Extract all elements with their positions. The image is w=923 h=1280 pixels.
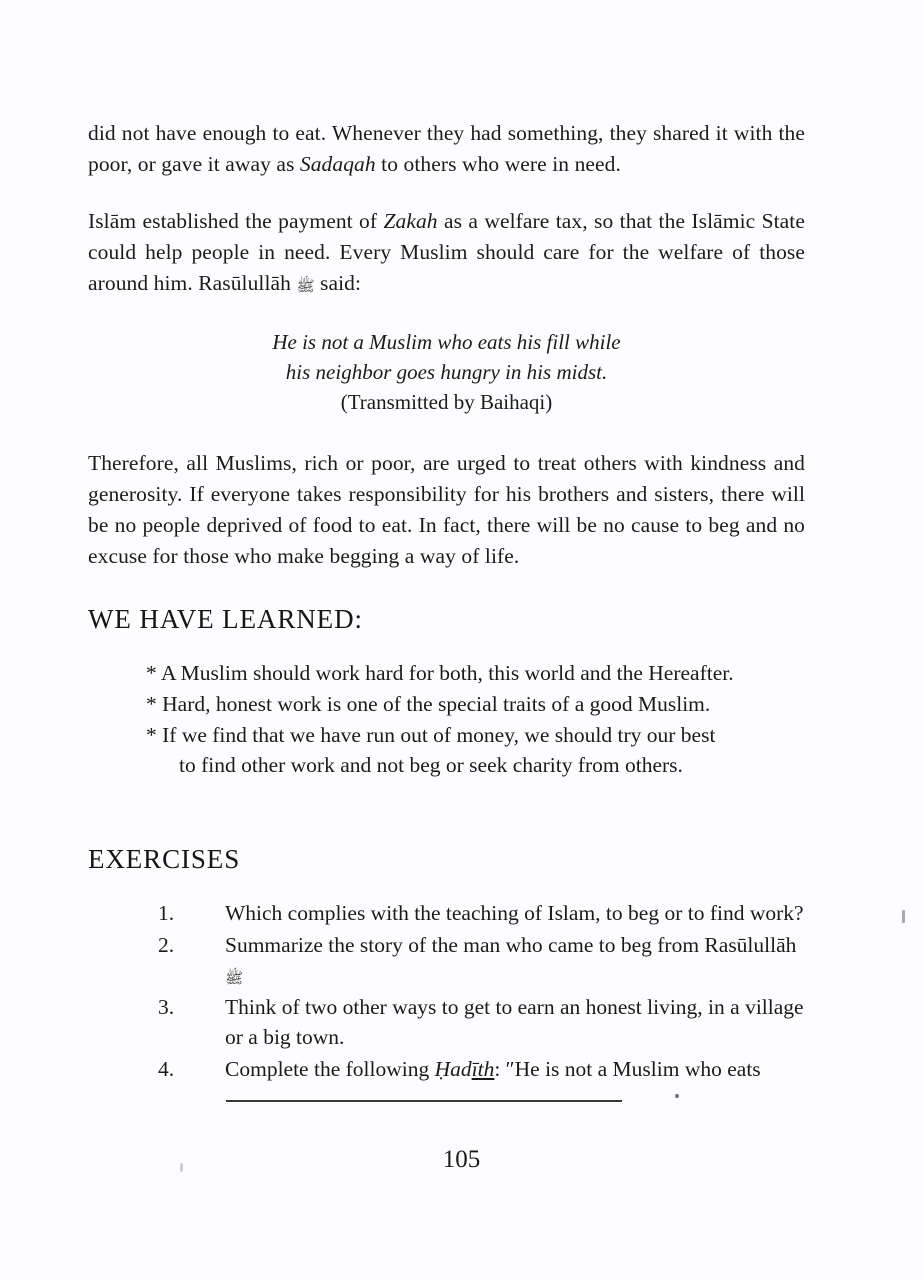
- paragraph-sadaqah: [88, 118, 805, 180]
- exercise-text-tail: : ″He is not a Muslim who eats: [494, 1056, 761, 1081]
- exercise-number: 2.: [158, 932, 175, 957]
- heading-exercises: EXERCISES: [88, 844, 241, 874]
- paragraph-1-part-1: did not have enough to eat. Whenever they had something, they shared it with the poor, or gave it away as: [88, 121, 805, 176]
- page-number: 105: [442, 1146, 481, 1173]
- term-zakah: Zakah: [383, 209, 438, 233]
- footer-divider: [226, 1100, 622, 1102]
- scan-artifact-speck: [180, 1163, 183, 1172]
- exercise-text: Think of two other ways to get to earn an honest living, in a village or a big town.: [225, 994, 804, 1049]
- page-text-column: [88, 118, 805, 1085]
- list-item: [146, 658, 805, 688]
- term-hadith-part-2: īth: [471, 1056, 495, 1081]
- paragraph-therefore: Therefore, all Muslims, rich or poor, are urged to treat others with kindness and generosity. If everyone takes responsibility for his brothers and sisters, there will be no people deprived of food to eat. In fact, there will be no cause to beg and no excuse for those who make begging a way of life.: [88, 451, 805, 568]
- exercise-item-2: [88, 930, 805, 991]
- bullet-marker: *: [146, 661, 157, 685]
- scan-artifact-speck: [675, 1094, 679, 1098]
- exercise-text: Which complies with the teaching of Islam, to beg or to find work?: [225, 901, 804, 925]
- exercise-item-3: [88, 992, 805, 1053]
- bullet-marker: *: [146, 692, 157, 716]
- list-item-continuation: to find other work and not beg or seek charity from others.: [179, 753, 683, 777]
- hadith-quotation: [88, 327, 805, 418]
- we-have-learned-list: [88, 658, 805, 780]
- scan-artifact-speck: [902, 910, 905, 923]
- heading-we-have-learned: WE HAVE LEARNED:: [88, 604, 363, 634]
- paragraph-2-part-1: Islām established the payment of: [88, 209, 384, 233]
- term-hadith-part-1: Ḥad: [434, 1056, 472, 1081]
- exercises-list: [88, 898, 805, 1084]
- paragraph-2-part-3: said:: [314, 271, 362, 295]
- list-item-label: Hard, honest work is one of the special traits of a good Muslim.: [162, 692, 711, 716]
- exercise-item-4: [88, 1054, 805, 1085]
- list-item-label: A Muslim should work hard for both, this world and the Hereafter.: [160, 661, 734, 685]
- quote-line-2: his neighbor goes hungry in his midst.: [285, 360, 608, 384]
- quote-line-1: He is not a Muslim who eats his fill while: [272, 330, 621, 354]
- sallallahu-alayhi-wasallam-icon: ﷺ: [296, 279, 315, 295]
- paragraph-2-part-2: as a welfare tax, so that the Islāmic State could help people in need. Every Muslim should care for the welfare of those around him. Rasūlullāh: [88, 209, 805, 295]
- exercise-text: Complete the following: [225, 1056, 435, 1081]
- quote-attribution: (Transmitted by Baihaqi): [340, 390, 553, 414]
- list-item: [146, 689, 805, 719]
- paragraph-1-part-2: to others who were in need.: [375, 152, 621, 176]
- exercise-text: Summarize the story of the man who came to beg from Rasūlullāh: [225, 932, 797, 957]
- term-sadaqah: Sadaqah: [299, 152, 376, 176]
- exercise-item-1: [88, 898, 805, 929]
- list-item: [146, 720, 805, 780]
- exercise-number: 4.: [158, 1056, 175, 1081]
- exercise-number: 3.: [158, 994, 175, 1019]
- bullet-marker: *: [146, 723, 157, 747]
- exercise-number: 1.: [158, 901, 175, 925]
- sallallahu-alayhi-wasallam-icon: ﷺ: [225, 971, 244, 987]
- list-item-label: If we find that we have run out of money, we should try our best: [162, 723, 716, 747]
- paragraph-zakah: [88, 206, 805, 299]
